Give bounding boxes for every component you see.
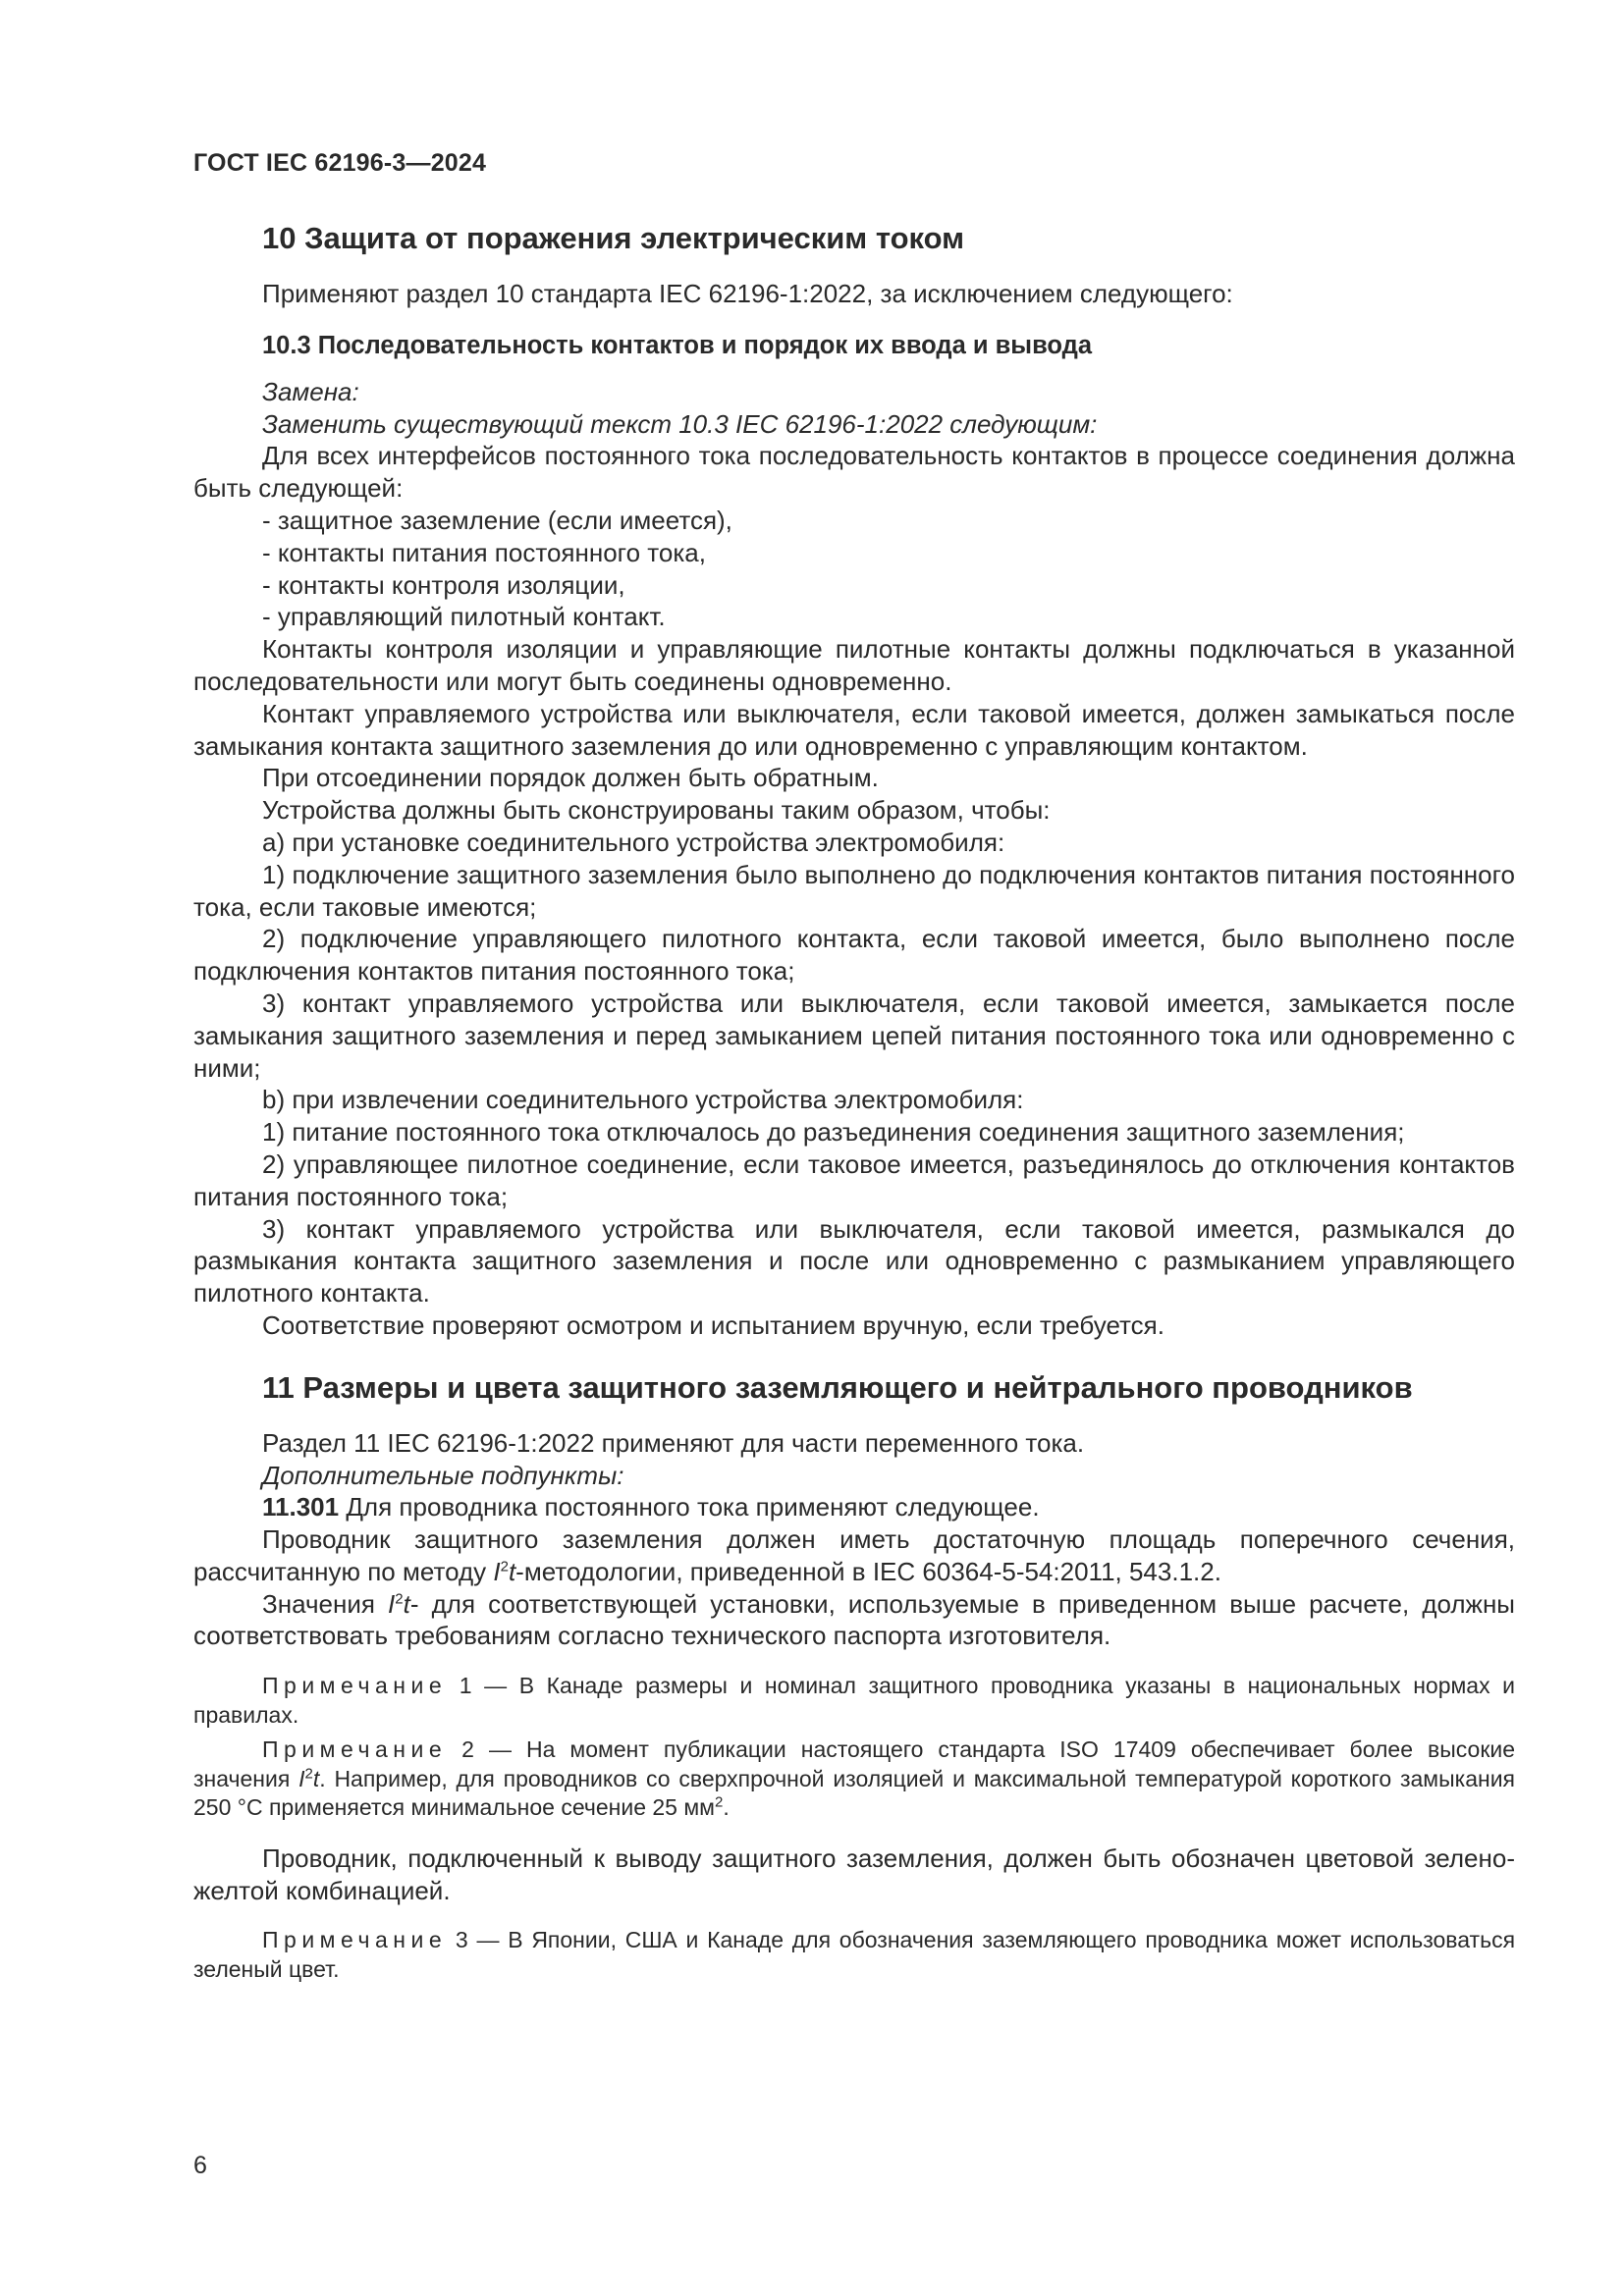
note-3: Примечание 3 — В Японии, США и Канаде для обозначения заземляющего проводника может использоваться зеленый цвет. <box>193 1927 1516 1982</box>
list-item: - защитное заземление (если имеется), <box>262 505 732 535</box>
list-item: 1) питание постоянного тока отключалось до разъединения соединения защитного заземления; <box>262 1117 1405 1148</box>
additional-subclauses-label: Дополнительные подпункты: <box>262 1460 624 1490</box>
paragraph: Устройства должны быть сконструированы таким образом, чтобы: <box>262 795 1051 826</box>
list-item: 3) контакт управляемого устройства или выключателя, если таковой имеется, размыкался до размыкания контакта защитного заземления и после или одновременно с размыканием управляющего пилотного контакта. <box>193 1213 1515 1308</box>
replace-label: Замена: <box>262 376 359 406</box>
clause-11-301 <box>193 1491 1515 1523</box>
document-header: ГОСТ IEC 62196-3—2024 <box>193 149 487 177</box>
list-item: a) при установке соединительного устройства электромобиля: <box>262 827 1005 857</box>
paragraph: При отсоединении порядок должен быть обратным. <box>262 763 879 793</box>
section-10-title: 10 Защита от поражения электрическим током <box>262 221 965 255</box>
paragraph: Значения $I^2t-$ для соответствующей установки, используемые в приведенном выше расчете, должны соответствовать требованиям согласно технического паспорта изготовителя. <box>193 1588 1515 1651</box>
paragraph: Контакты контроля изоляции и управляющие пилотные контакты должны подключаться в указанной последовательности или могут быть соединены одновременно. <box>193 634 1515 696</box>
list-item: 2) управляющее пилотное соединение, если таковое имеется, разъединялось до отключения контактов питания постоянного тока; <box>193 1148 1515 1211</box>
page-number: 6 <box>193 2152 207 2179</box>
list-item: b) при извлечении соединительного устройства электромобиля: <box>262 1085 1024 1115</box>
list-item: - контакты контроля изоляции, <box>262 569 625 600</box>
clause-text: Для проводника постоянного тока применяют следующее. <box>346 1492 1040 1522</box>
subsection-10-3-title: 10.3 Последовательность контактов и порядок их ввода и вывода <box>262 331 1093 359</box>
paragraph: Для всех интерфейсов постоянного тока последовательность контактов в процессе соединения должна быть следующей: <box>193 441 1515 504</box>
section-11-title: 11 Размеры и цвета защитного заземляющего и нейтрального проводников <box>262 1369 1413 1405</box>
list-item: - управляющий пилотный контакт. <box>262 602 666 632</box>
document-body <box>193 218 1515 1984</box>
note-2: Примечание 2 — На момент публикации настоящего стандарта ISO 17409 обеспечивает более высокие значения $I^2t$. Например, для проводников со сверхпрочной изоляцией и максимальной температурой короткого замыкания 250 °C применяется минимальное сечение 25 $мм^2$. <box>193 1736 1516 1821</box>
section-11-intro: Раздел 11 IEC 62196-1:2022 применяют для части переменного тока. <box>262 1427 1085 1458</box>
compliance-paragraph: Соответствие проверяют осмотром и испытанием вручную, если требуется. <box>262 1309 1164 1340</box>
list-item: 2) подключение управляющего пилотного контакта, если таковой имеется, было выполнено после подключения контактов питания постоянного тока; <box>193 924 1515 987</box>
paragraph: Проводник защитного заземления должен иметь достаточную площадь поперечного сечения, рассчитанную по методу $I^2t$-методологии, приведенной в IEC 60364-5-54:2011, 543.1.2. <box>193 1524 1515 1586</box>
note-1: Примечание 1 — В Канаде размеры и номинал защитного проводника указаны в национальных нормах и правилах. <box>193 1673 1516 1728</box>
list-item: - контакты питания постоянного тока, <box>262 537 706 567</box>
section-10-intro: Применяют раздел 10 стандарта IEC 62196-1:2022, за исключением следующего: <box>262 279 1233 308</box>
paragraph: Проводник, подключенный к выводу защитного заземления, должен быть обозначен цветовой зелено-желтой комбинацией. <box>193 1842 1515 1905</box>
clause-number: 11.301 <box>262 1492 340 1522</box>
replace-text: Заменить существующий текст 10.3 IEC 62196-1:2022 следующим: <box>262 408 1098 439</box>
list-item: 3) контакт управляемого устройства или выключателя, если таковой имеется, замыкается после замыкания защитного заземления и перед замыканием цепей питания постоянного тока или одновременно с ними; <box>193 988 1515 1083</box>
list-item: 1) подключение защитного заземления было выполнено до подключения контактов питания постоянного тока, если таковые имеются; <box>193 859 1515 922</box>
paragraph: Контакт управляемого устройства или выключателя, если таковой имеется, должен замыкаться после замыкания контакта защитного заземления до или одновременно с управляющим контактом. <box>193 698 1515 761</box>
